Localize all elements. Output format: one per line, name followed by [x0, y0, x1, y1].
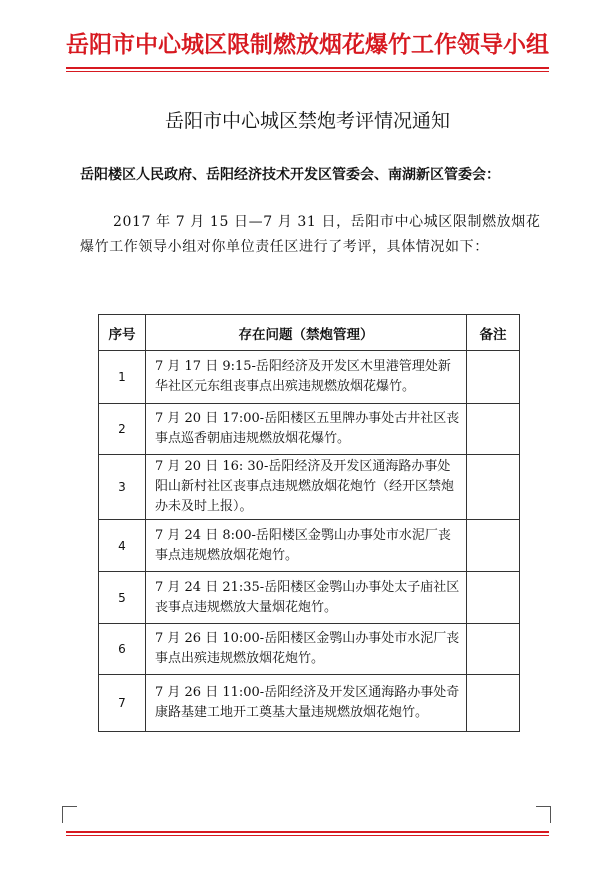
row-issue: 7 月 24 日 8:00-岳阳楼区金鹗山办事处市水泥厂丧事点违规燃放烟花炮竹。 — [146, 520, 467, 572]
crop-mark-right — [536, 806, 551, 823]
row-index: 4 — [99, 520, 146, 572]
table-row — [99, 675, 520, 732]
row-issue: 7 月 26 日 10:00-岳阳楼区金鹗山办事处市水泥厂丧事点出殡违规燃放烟花炮竹。 — [146, 624, 467, 675]
footer-red-rule-thin — [66, 835, 549, 836]
row-index: 7 — [99, 675, 146, 732]
document-title: 岳阳市中心城区禁炮考评情况通知 — [164, 110, 450, 132]
table-row — [99, 624, 520, 675]
intro-paragraph: 2017 年 7 月 15 日—7 月 31 日，岳阳市中心城区限制燃放烟花爆竹工作领导小组对你单位责任区进行了考评，具体情况如下： — [80, 214, 541, 255]
row-index: 5 — [99, 572, 146, 624]
row-note — [467, 404, 520, 455]
row-issue: 7 月 26 日 11:00-岳阳经济及开发区通海路办事处奇康路基建工地开工奠基大量违规燃放烟花炮竹。 — [146, 675, 467, 732]
header-red-rule — [66, 67, 549, 69]
row-note — [467, 624, 520, 675]
row-issue: 7 月 20 日 16: 30-岳阳经济及开发区通海路办事处阳山新村社区丧事点违规燃放烟花炮竹（经开区禁炮办未及时上报）。 — [146, 455, 467, 520]
assessment-table — [98, 314, 520, 732]
row-index: 2 — [99, 404, 146, 455]
crop-mark-left — [62, 806, 77, 823]
header-note: 备注 — [467, 315, 520, 351]
table-row — [99, 404, 520, 455]
table-row — [99, 520, 520, 572]
table-row — [99, 351, 520, 404]
row-note — [467, 675, 520, 732]
row-note — [467, 455, 520, 520]
header-issue: 存在问题（禁炮管理） — [146, 315, 467, 351]
row-index: 6 — [99, 624, 146, 675]
row-issue: 7 月 24 日 21:35-岳阳楼区金鹗山办事处太子庙社区丧事点违规燃放大量烟花炮竹。 — [146, 572, 467, 624]
footer-red-rule — [66, 831, 549, 833]
header-index: 序号 — [99, 315, 146, 351]
recipients: 岳阳楼区人民政府、岳阳经济技术开发区管委会、南湖新区管委会： — [80, 167, 500, 183]
table-row — [99, 572, 520, 624]
row-issue: 7 月 20 日 17:00-岳阳楼区五里牌办事处古井社区丧事点巡香朝庙违规燃放烟花爆竹。 — [146, 404, 467, 455]
row-note — [467, 520, 520, 572]
row-note — [467, 572, 520, 624]
row-index: 3 — [99, 455, 146, 520]
org-title: 岳阳市中心城区限制燃放烟花爆竹工作领导小组 — [66, 32, 549, 58]
header-red-rule-thin — [66, 71, 549, 72]
row-index: 1 — [99, 351, 146, 404]
table-header-row — [99, 315, 520, 351]
row-issue: 7 月 17 日 9:15-岳阳经济及开发区木里港管理处新华社区元东组丧事点出殡违规燃放烟花爆竹。 — [146, 351, 467, 404]
table-row — [99, 455, 520, 520]
row-note — [467, 351, 520, 404]
